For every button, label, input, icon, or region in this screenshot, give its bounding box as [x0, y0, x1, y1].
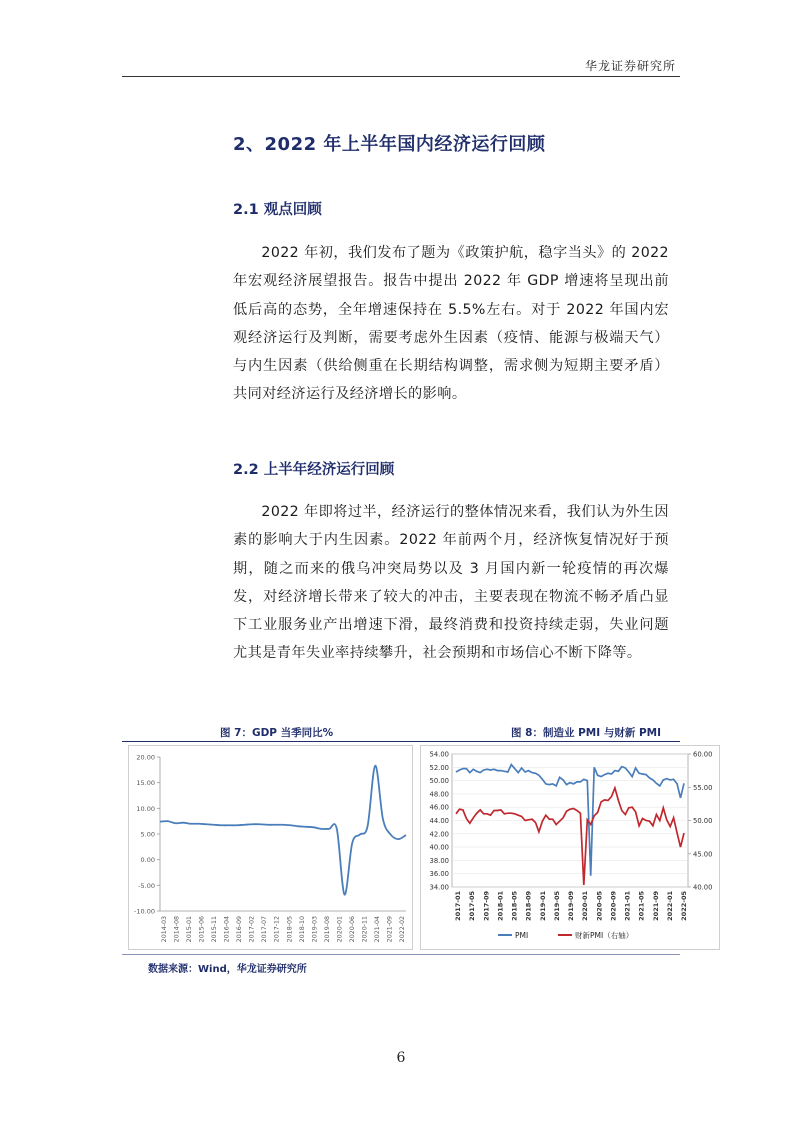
page-number: 6 [396, 1050, 406, 1066]
legend-pmi-label: PMI [515, 931, 529, 940]
gdp-x-tick-label: 2017-12 [273, 916, 281, 943]
gdp-x-tick-label: 2017-07 [261, 916, 269, 943]
gdp-x-tick-label: 2018-10 [298, 916, 306, 943]
gdp-y-tick-label: -10.00 [134, 907, 155, 916]
section-title: 2、2022 年上半年国内经济运行回顾 [233, 134, 546, 155]
figure-8-title: 图 8：制造业 PMI 与财新 PMI [511, 727, 662, 739]
pmi-x-tick-label: 2017-05 [468, 891, 477, 921]
figure-bottom-rule [122, 954, 680, 955]
pmi-y-left-tick-label: 50.00 [429, 777, 449, 786]
gdp-y-tick-label: 15.00 [136, 779, 155, 788]
figure-top-rule [122, 741, 680, 742]
gdp-x-tick-label: 2017-02 [248, 916, 256, 943]
pmi-x-tick-label: 2017-01 [454, 891, 462, 921]
pmi-x-tick-label: 2020-09 [609, 891, 618, 921]
pmi-y-left-tick-label: 38.00 [429, 856, 449, 865]
gdp-y-tick-label: 0.00 [140, 856, 155, 865]
pmi-x-tick-label: 2019-01 [538, 891, 547, 921]
gdp-y-tick-label: -5.00 [138, 881, 155, 890]
data-source: 数据来源：Wind，华龙证券研究所 [148, 964, 307, 975]
pmi-x-tick-label: 2020-01 [581, 891, 590, 921]
pmi-x-tick-label: 2018-05 [510, 891, 519, 921]
pmi-y-right-tick-label: 45.00 [693, 850, 713, 859]
gdp-x-tick-label: 2019-03 [311, 916, 319, 943]
pmi-x-tick-label: 2017-09 [482, 891, 491, 921]
gdp-x-tick-label: 2015-01 [186, 916, 194, 943]
header-org-name: 华龙证券研究所 [584, 59, 676, 73]
pmi-y-right-tick-label: 60.00 [693, 750, 713, 759]
pmi-x-tick-label: 2022-05 [680, 891, 688, 921]
pmi-y-left-tick-label: 34.00 [429, 883, 449, 892]
gdp-chart-frame [129, 746, 413, 950]
pmi-x-tick-label: 2018-09 [524, 891, 533, 921]
gdp-y-tick-label: 20.00 [136, 753, 155, 762]
pmi-x-tick-label: 2018-01 [496, 891, 505, 921]
pmi-x-tick-label: 2019-05 [552, 891, 561, 921]
pmi-y-left-tick-label: 54.00 [429, 750, 449, 759]
pmi-y-left-tick-label: 52.00 [429, 763, 449, 772]
paragraph-1: 2022 年初，我们发布了题为《政策护航，稳字当头》的 2022 年宏观经济展望报告。报告中提出 2022 年 GDP 增速将呈现出前低后高的态势，全年增速保持在 5.5%左右。对于 2022 年国内宏观经济运行及判断，需要考虑外生因素（疫情、能源与极端天气）与内生因素（供给侧重在长期结构调整，需求侧为短期主要矛盾）共同对经济运行及经济增长的影响。 [233, 245, 669, 403]
pmi-y-left-tick-label: 48.00 [429, 790, 449, 799]
gdp-y-tick-label: 10.00 [136, 804, 155, 813]
gdp-x-tick-label: 2020-06 [348, 916, 356, 943]
gdp-x-tick-label: 2021-09 [386, 916, 394, 943]
gdp-y-tick-label: 5.00 [140, 830, 155, 839]
pmi-x-tick-label: 2019-09 [567, 891, 575, 921]
pmi-x-tick-label: 2021-05 [637, 891, 646, 921]
subsection-title-2: 2.2 上半年经济运行回顾 [233, 462, 395, 478]
paragraph-2: 2022 年即将过半，经济运行的整体情况来看，我们认为外生因素的影响大于内生因素。2022 年前两个月，经济恢复情况好于预期，随之而来的俄乌冲突局势以及 3 月国内新一轮疫情的再次爆发，对经济增长带来了较大的冲击，主要表现在物流不畅矛盾凸显下工业服务业产出增速下滑，最终消费和投资持续走弱，失业问题尤其是青年失业率持续攀升，社会预期和市场信心不断下降等。 [233, 504, 669, 662]
gdp-x-tick-label: 2016-04 [223, 916, 231, 943]
pmi-y-left-tick-label: 42.00 [429, 830, 449, 839]
pmi-x-tick-label: 2022-01 [665, 891, 674, 921]
pmi-y-right-tick-label: 40.00 [693, 883, 713, 892]
gdp-x-tick-label: 2015-06 [198, 916, 206, 943]
pmi-y-left-tick-label: 46.00 [429, 803, 449, 812]
legend-caixin-label: 财新PMI（右轴） [575, 931, 634, 940]
pmi-y-left-tick-label: 36.00 [429, 870, 449, 879]
gdp-x-tick-label: 2015-11 [211, 916, 219, 943]
pmi-y-left-tick-label: 44.00 [429, 817, 449, 825]
header-rule [122, 76, 680, 77]
gdp-x-tick-label: 2014-08 [173, 916, 181, 943]
pmi-x-tick-label: 2020-05 [595, 891, 604, 921]
pmi-x-tick-label: 2021-01 [623, 891, 632, 921]
pmi-y-right-tick-label: 50.00 [693, 817, 713, 825]
gdp-x-tick-label: 2020-11 [361, 916, 369, 943]
gdp-x-tick-label: 2022-02 [399, 916, 406, 943]
gdp-x-tick-label: 2019-08 [323, 916, 331, 943]
pmi-y-left-tick-label: 40.00 [429, 843, 449, 852]
gdp-x-tick-label: 2021-04 [373, 916, 381, 943]
pmi-chart [420, 745, 720, 950]
gdp-x-tick-label: 2016-09 [236, 916, 244, 943]
gdp-chart [128, 745, 413, 950]
gdp-x-tick-label: 2014-03 [161, 916, 168, 943]
pmi-x-tick-label: 2021-09 [651, 891, 660, 921]
figure-7-title: 图 7：GDP 当季同比% [220, 727, 334, 739]
gdp-x-tick-label: 2020-01 [336, 916, 344, 943]
gdp-x-tick-label: 2018-05 [286, 916, 294, 943]
subsection-title-1: 2.1 观点回顾 [233, 202, 322, 218]
pmi-y-right-tick-label: 55.00 [693, 783, 713, 792]
